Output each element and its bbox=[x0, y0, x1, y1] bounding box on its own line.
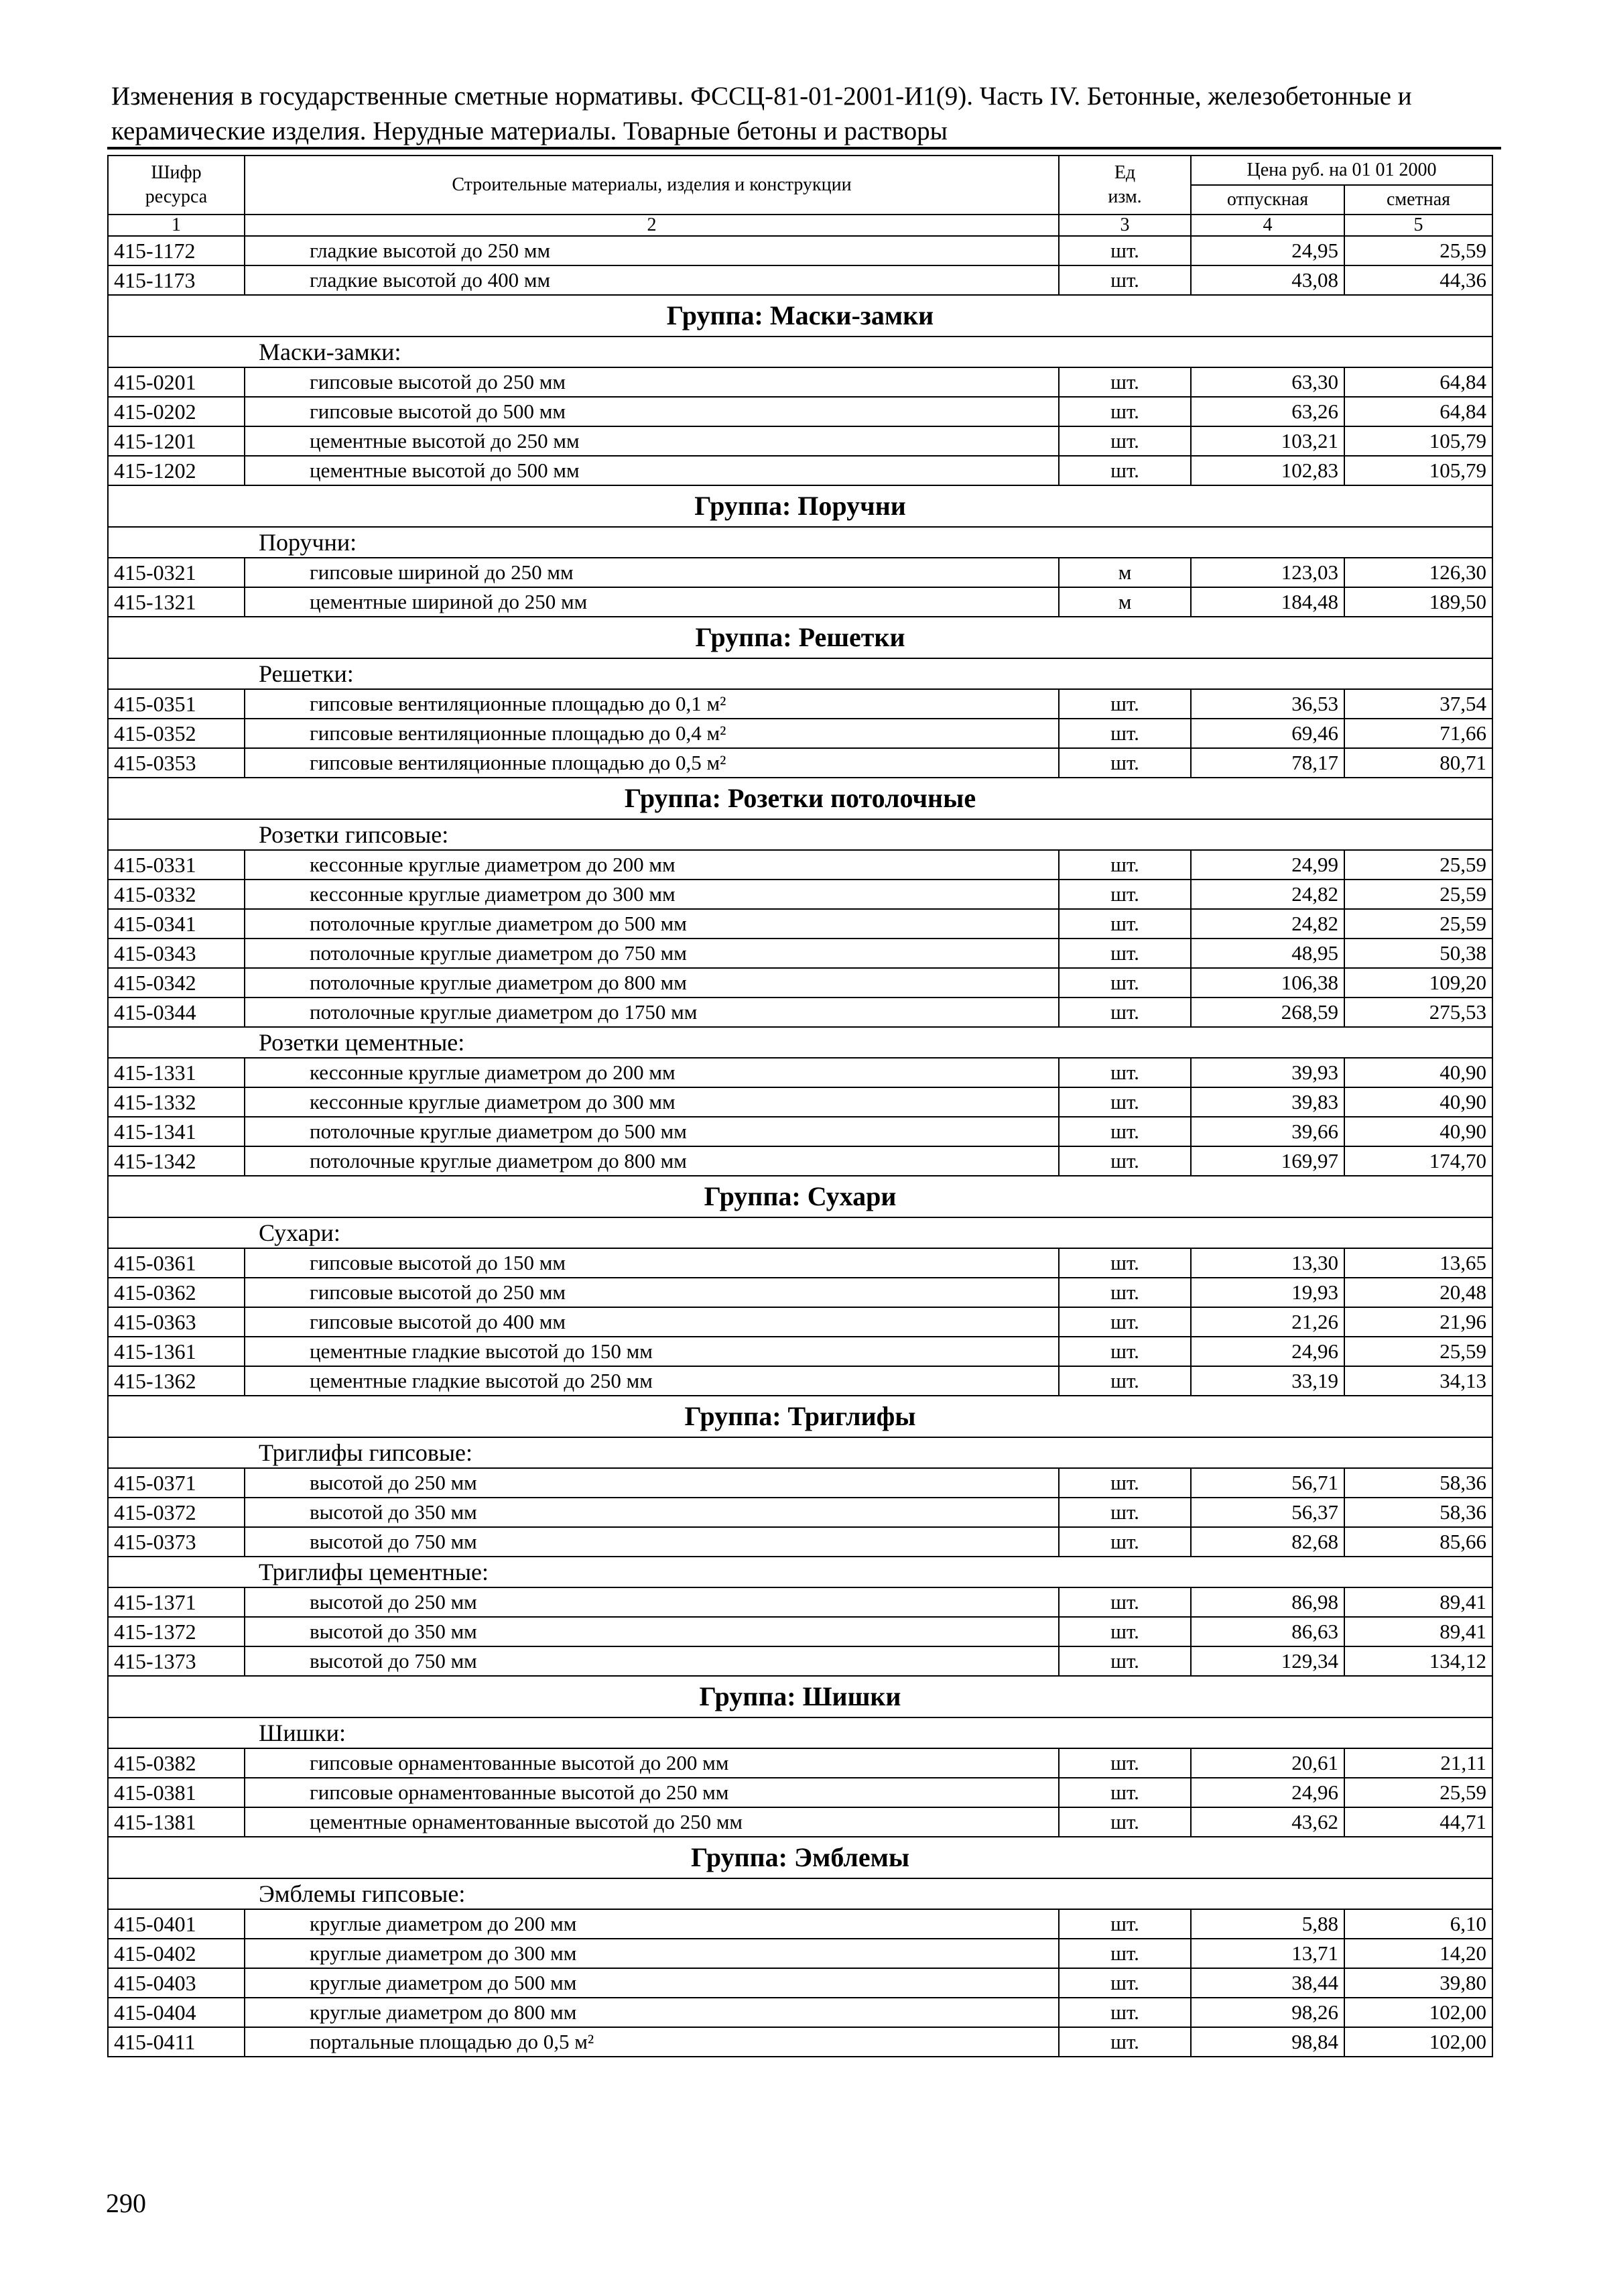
resource-code: 415-0202 bbox=[108, 397, 245, 426]
estimate-price: 39,80 bbox=[1344, 1968, 1492, 1998]
release-price: 169,97 bbox=[1191, 1146, 1344, 1176]
unit-cell: шт. bbox=[1059, 880, 1191, 909]
resource-code: 415-0344 bbox=[108, 998, 245, 1027]
group-title: Группа: Маски-замки bbox=[108, 295, 1492, 337]
unit-cell: шт. bbox=[1059, 1939, 1191, 1968]
table-row bbox=[108, 1587, 1492, 1617]
material-name: кессонные круглые диаметром до 200 мм bbox=[245, 1058, 1059, 1087]
material-name: гипсовые высотой до 400 мм bbox=[245, 1307, 1059, 1337]
material-name: цементные высотой до 500 мм bbox=[245, 456, 1059, 485]
resource-code: 415-1361 bbox=[108, 1337, 245, 1366]
table-row bbox=[108, 265, 1492, 295]
unit-cell: шт. bbox=[1059, 850, 1191, 880]
table-row bbox=[108, 1748, 1492, 1778]
table-row bbox=[108, 1527, 1492, 1557]
table-row bbox=[108, 587, 1492, 617]
material-name: гладкие высотой до 400 мм bbox=[245, 265, 1059, 295]
unit-cell: шт. bbox=[1059, 1748, 1191, 1778]
unit-cell: шт. bbox=[1059, 397, 1191, 426]
group-title: Группа: Розетки потолочные bbox=[108, 778, 1492, 819]
resource-code: 415-0382 bbox=[108, 1748, 245, 1778]
resource-code: 415-0343 bbox=[108, 939, 245, 968]
material-name: высотой до 350 мм bbox=[245, 1617, 1059, 1646]
estimate-price: 134,12 bbox=[1344, 1646, 1492, 1676]
table-row bbox=[108, 1278, 1492, 1307]
material-name: кессонные круглые диаметром до 300 мм bbox=[245, 1087, 1059, 1117]
estimate-price: 21,11 bbox=[1344, 1748, 1492, 1778]
release-price: 24,95 bbox=[1191, 236, 1344, 265]
table-row bbox=[108, 1617, 1492, 1646]
estimate-price: 37,54 bbox=[1344, 689, 1492, 719]
resource-code: 415-0361 bbox=[108, 1248, 245, 1278]
header-line-2: керамические изделия. Нерудные материалы. Товарные бетоны и растворы bbox=[111, 117, 948, 145]
resource-code: 415-1372 bbox=[108, 1617, 245, 1646]
release-price: 36,53 bbox=[1191, 689, 1344, 719]
resource-code: 415-0341 bbox=[108, 909, 245, 939]
unit-cell: шт. bbox=[1059, 367, 1191, 397]
resource-code: 415-1373 bbox=[108, 1646, 245, 1676]
subgroup-row bbox=[108, 1437, 1492, 1468]
header-line-1: Изменения в государственные сметные нормативы. ФССЦ-81-01-2001-И1(9). Часть IV. Бетонные, железобетонные и bbox=[111, 82, 1412, 111]
col-header-name: Строительные материалы, изделия и конструкции bbox=[245, 156, 1059, 215]
group-row bbox=[108, 1676, 1492, 1717]
group-row bbox=[108, 1837, 1492, 1878]
material-name: гипсовые высотой до 500 мм bbox=[245, 397, 1059, 426]
resource-code: 415-0321 bbox=[108, 558, 245, 587]
release-price: 43,08 bbox=[1191, 265, 1344, 295]
material-name: гипсовые шириной до 250 мм bbox=[245, 558, 1059, 587]
material-name: потолочные круглые диаметром до 800 мм bbox=[245, 1146, 1059, 1176]
estimate-price: 89,41 bbox=[1344, 1617, 1492, 1646]
resource-code: 415-1331 bbox=[108, 1058, 245, 1087]
col-header-price: Цена руб. на 01 01 2000 bbox=[1191, 156, 1492, 185]
release-price: 268,59 bbox=[1191, 998, 1344, 1027]
resource-code: 415-0353 bbox=[108, 748, 245, 778]
unit-cell: шт. bbox=[1059, 1498, 1191, 1527]
resource-code: 415-0363 bbox=[108, 1307, 245, 1337]
table-row bbox=[108, 850, 1492, 880]
header-rule bbox=[107, 147, 1501, 149]
material-name: потолочные круглые диаметром до 800 мм bbox=[245, 968, 1059, 998]
group-row bbox=[108, 617, 1492, 658]
subgroup-row bbox=[108, 1027, 1492, 1058]
estimate-price: 25,59 bbox=[1344, 880, 1492, 909]
unit-cell: шт. bbox=[1059, 719, 1191, 748]
release-price: 20,61 bbox=[1191, 1748, 1344, 1778]
estimate-price: 34,13 bbox=[1344, 1366, 1492, 1396]
unit-cell: шт. bbox=[1059, 909, 1191, 939]
table-row bbox=[108, 426, 1492, 456]
table-row bbox=[108, 1366, 1492, 1396]
table-row bbox=[108, 1939, 1492, 1968]
unit-cell: шт. bbox=[1059, 1146, 1191, 1176]
material-name: высотой до 350 мм bbox=[245, 1498, 1059, 1527]
release-price: 39,66 bbox=[1191, 1117, 1344, 1146]
material-name: гипсовые высотой до 250 мм bbox=[245, 1278, 1059, 1307]
subgroup-row bbox=[108, 527, 1492, 558]
estimate-price: 109,20 bbox=[1344, 968, 1492, 998]
col-header-unit: Ед изм. bbox=[1059, 156, 1191, 215]
table-row bbox=[108, 880, 1492, 909]
table-row bbox=[108, 939, 1492, 968]
material-name: высотой до 250 мм bbox=[245, 1587, 1059, 1617]
subgroup-row bbox=[108, 337, 1492, 367]
unit-cell: шт. bbox=[1059, 1807, 1191, 1837]
unit-cell: шт. bbox=[1059, 1058, 1191, 1087]
resource-code: 415-1342 bbox=[108, 1146, 245, 1176]
subgroup-label: Эмблемы гипсовые: bbox=[108, 1878, 1492, 1909]
release-price: 43,62 bbox=[1191, 1807, 1344, 1837]
table-row bbox=[108, 1968, 1492, 1998]
table-row bbox=[108, 1058, 1492, 1087]
subgroup-label: Шишки: bbox=[108, 1717, 1492, 1748]
estimate-price: 40,90 bbox=[1344, 1087, 1492, 1117]
release-price: 98,84 bbox=[1191, 2027, 1344, 2057]
estimate-price: 40,90 bbox=[1344, 1117, 1492, 1146]
release-price: 24,96 bbox=[1191, 1337, 1344, 1366]
material-name: гладкие высотой до 250 мм bbox=[245, 236, 1059, 265]
unit-cell: шт. bbox=[1059, 456, 1191, 485]
table-row bbox=[108, 719, 1492, 748]
estimate-price: 25,59 bbox=[1344, 1337, 1492, 1366]
material-name: гипсовые вентиляционные площадью до 0,1 м² bbox=[245, 689, 1059, 719]
material-name: цементные шириной до 250 мм bbox=[245, 587, 1059, 617]
release-price: 56,37 bbox=[1191, 1498, 1344, 1527]
page-number: 290 bbox=[106, 2188, 146, 2218]
subgroup-row bbox=[108, 1878, 1492, 1909]
table-row bbox=[108, 236, 1492, 265]
release-price: 24,82 bbox=[1191, 909, 1344, 939]
estimate-price: 25,59 bbox=[1344, 1778, 1492, 1807]
resource-code: 415-1201 bbox=[108, 426, 245, 456]
unit-cell: шт. bbox=[1059, 939, 1191, 968]
resource-code: 415-1341 bbox=[108, 1117, 245, 1146]
estimate-price: 174,70 bbox=[1344, 1146, 1492, 1176]
unit-cell: шт. bbox=[1059, 1778, 1191, 1807]
col-header-code: Шифр ресурса bbox=[108, 156, 245, 215]
subgroup-label: Розетки гипсовые: bbox=[108, 819, 1492, 850]
unit-cell: шт. bbox=[1059, 1909, 1191, 1939]
group-title: Группа: Эмблемы bbox=[108, 1837, 1492, 1878]
unit-cell: шт. bbox=[1059, 265, 1191, 295]
release-price: 39,93 bbox=[1191, 1058, 1344, 1087]
release-price: 63,26 bbox=[1191, 397, 1344, 426]
table-row bbox=[108, 1498, 1492, 1527]
resource-code: 415-0373 bbox=[108, 1527, 245, 1557]
material-name: кессонные круглые диаметром до 300 мм bbox=[245, 880, 1059, 909]
resource-code: 415-0201 bbox=[108, 367, 245, 397]
resource-code: 415-0351 bbox=[108, 689, 245, 719]
material-name: цементные гладкие высотой до 250 мм bbox=[245, 1366, 1059, 1396]
resource-code: 415-1371 bbox=[108, 1587, 245, 1617]
subgroup-row bbox=[108, 1217, 1492, 1248]
table-row bbox=[108, 1117, 1492, 1146]
unit-cell: шт. bbox=[1059, 1087, 1191, 1117]
resource-code: 415-1321 bbox=[108, 587, 245, 617]
group-title: Группа: Триглифы bbox=[108, 1396, 1492, 1437]
estimate-price: 44,36 bbox=[1344, 265, 1492, 295]
resource-code: 415-1202 bbox=[108, 456, 245, 485]
material-name: гипсовые орнаментованные высотой до 250 мм bbox=[245, 1778, 1059, 1807]
estimate-price: 21,96 bbox=[1344, 1307, 1492, 1337]
resource-code: 415-1381 bbox=[108, 1807, 245, 1837]
release-price: 78,17 bbox=[1191, 748, 1344, 778]
material-name: высотой до 750 мм bbox=[245, 1646, 1059, 1676]
estimate-price: 189,50 bbox=[1344, 587, 1492, 617]
material-name: гипсовые высотой до 250 мм bbox=[245, 367, 1059, 397]
estimate-price: 85,66 bbox=[1344, 1527, 1492, 1557]
resource-code: 415-0332 bbox=[108, 880, 245, 909]
release-price: 5,88 bbox=[1191, 1909, 1344, 1939]
unit-cell: шт. bbox=[1059, 426, 1191, 456]
release-price: 123,03 bbox=[1191, 558, 1344, 587]
release-price: 63,30 bbox=[1191, 367, 1344, 397]
unit-cell: шт. bbox=[1059, 1968, 1191, 1998]
unit-cell: шт. bbox=[1059, 2027, 1191, 2057]
estimate-price: 25,59 bbox=[1344, 909, 1492, 939]
unit-cell: шт. bbox=[1059, 1278, 1191, 1307]
subgroup-row bbox=[108, 658, 1492, 689]
estimate-price: 50,38 bbox=[1344, 939, 1492, 968]
release-price: 103,21 bbox=[1191, 426, 1344, 456]
table-head bbox=[108, 156, 1492, 236]
release-price: 13,71 bbox=[1191, 1939, 1344, 1968]
subgroup-row bbox=[108, 819, 1492, 850]
estimate-price: 25,59 bbox=[1344, 850, 1492, 880]
subgroup-label: Маски-замки: bbox=[108, 337, 1492, 367]
subgroup-label: Розетки цементные: bbox=[108, 1027, 1492, 1058]
resource-code: 415-0403 bbox=[108, 1968, 245, 1998]
release-price: 69,46 bbox=[1191, 719, 1344, 748]
unit-cell: шт. bbox=[1059, 1248, 1191, 1278]
unit-cell: шт. bbox=[1059, 1307, 1191, 1337]
unit-cell: м bbox=[1059, 558, 1191, 587]
release-price: 24,99 bbox=[1191, 850, 1344, 880]
release-price: 86,63 bbox=[1191, 1617, 1344, 1646]
unit-cell: шт. bbox=[1059, 748, 1191, 778]
unit-cell: м bbox=[1059, 587, 1191, 617]
release-price: 33,19 bbox=[1191, 1366, 1344, 1396]
group-row bbox=[108, 1396, 1492, 1437]
release-price: 21,26 bbox=[1191, 1307, 1344, 1337]
unit-cell: шт. bbox=[1059, 1366, 1191, 1396]
release-price: 48,95 bbox=[1191, 939, 1344, 968]
unit-cell: шт. bbox=[1059, 968, 1191, 998]
resource-code: 415-1173 bbox=[108, 265, 245, 295]
resource-code: 415-0381 bbox=[108, 1778, 245, 1807]
group-row bbox=[108, 485, 1492, 527]
release-price: 86,98 bbox=[1191, 1587, 1344, 1617]
col-number: 2 bbox=[245, 215, 1059, 236]
material-name: гипсовые вентиляционные площадью до 0,4 м² bbox=[245, 719, 1059, 748]
group-row bbox=[108, 1176, 1492, 1217]
material-name: цементные высотой до 250 мм bbox=[245, 426, 1059, 456]
unit-cell: шт. bbox=[1059, 689, 1191, 719]
table-row bbox=[108, 1778, 1492, 1807]
price-table bbox=[107, 155, 1493, 2057]
release-price: 98,26 bbox=[1191, 1998, 1344, 2027]
subgroup-row bbox=[108, 1717, 1492, 1748]
table-row bbox=[108, 1146, 1492, 1176]
estimate-price: 20,48 bbox=[1344, 1278, 1492, 1307]
table-row bbox=[108, 558, 1492, 587]
resource-code: 415-0352 bbox=[108, 719, 245, 748]
unit-cell: шт. bbox=[1059, 236, 1191, 265]
col-header-estimate: сметная bbox=[1344, 185, 1492, 215]
table-row bbox=[108, 1909, 1492, 1939]
subgroup-label: Сухари: bbox=[108, 1217, 1492, 1248]
material-name: высотой до 750 мм bbox=[245, 1527, 1059, 1557]
estimate-price: 58,36 bbox=[1344, 1498, 1492, 1527]
subgroup-label: Решетки: bbox=[108, 658, 1492, 689]
group-title: Группа: Поручни bbox=[108, 485, 1492, 527]
material-name: высотой до 250 мм bbox=[245, 1468, 1059, 1498]
resource-code: 415-0362 bbox=[108, 1278, 245, 1307]
material-name: потолочные круглые диаметром до 1750 мм bbox=[245, 998, 1059, 1027]
table-row bbox=[108, 2027, 1492, 2057]
table-row bbox=[108, 456, 1492, 485]
table-row bbox=[108, 998, 1492, 1027]
resource-code: 415-0371 bbox=[108, 1468, 245, 1498]
table-body bbox=[108, 236, 1492, 2057]
unit-cell: шт. bbox=[1059, 1527, 1191, 1557]
estimate-price: 105,79 bbox=[1344, 426, 1492, 456]
table-row bbox=[108, 748, 1492, 778]
estimate-price: 64,84 bbox=[1344, 367, 1492, 397]
estimate-price: 71,66 bbox=[1344, 719, 1492, 748]
estimate-price: 6,10 bbox=[1344, 1909, 1492, 1939]
table-row bbox=[108, 968, 1492, 998]
estimate-price: 80,71 bbox=[1344, 748, 1492, 778]
estimate-price: 14,20 bbox=[1344, 1939, 1492, 1968]
unit-cell: шт. bbox=[1059, 1617, 1191, 1646]
release-price: 106,38 bbox=[1191, 968, 1344, 998]
release-price: 129,34 bbox=[1191, 1646, 1344, 1676]
document-header bbox=[111, 79, 1492, 149]
estimate-price: 126,30 bbox=[1344, 558, 1492, 587]
table-row bbox=[108, 1807, 1492, 1837]
resource-code: 415-0404 bbox=[108, 1998, 245, 2027]
unit-cell: шт. bbox=[1059, 1337, 1191, 1366]
estimate-price: 89,41 bbox=[1344, 1587, 1492, 1617]
col-header-release: отпускная bbox=[1191, 185, 1344, 215]
release-price: 82,68 bbox=[1191, 1527, 1344, 1557]
resource-code: 415-1172 bbox=[108, 236, 245, 265]
table-row bbox=[108, 909, 1492, 939]
table-row bbox=[108, 1337, 1492, 1366]
resource-code: 415-0401 bbox=[108, 1909, 245, 1939]
estimate-price: 58,36 bbox=[1344, 1468, 1492, 1498]
release-price: 24,82 bbox=[1191, 880, 1344, 909]
material-name: потолочные круглые диаметром до 500 мм bbox=[245, 909, 1059, 939]
release-price: 19,93 bbox=[1191, 1278, 1344, 1307]
resource-code: 415-0331 bbox=[108, 850, 245, 880]
subgroup-label: Поручни: bbox=[108, 527, 1492, 558]
table-row bbox=[108, 689, 1492, 719]
unit-cell: шт. bbox=[1059, 1587, 1191, 1617]
material-name: портальные площадью до 0,5 м² bbox=[245, 2027, 1059, 2057]
table-row bbox=[108, 1998, 1492, 2027]
estimate-price: 105,79 bbox=[1344, 456, 1492, 485]
table-row bbox=[108, 1307, 1492, 1337]
resource-code: 415-0372 bbox=[108, 1498, 245, 1527]
estimate-price: 25,59 bbox=[1344, 236, 1492, 265]
release-price: 24,96 bbox=[1191, 1778, 1344, 1807]
unit-cell: шт. bbox=[1059, 1998, 1191, 2027]
material-name: круглые диаметром до 300 мм bbox=[245, 1939, 1059, 1968]
group-title: Группа: Решетки bbox=[108, 617, 1492, 658]
release-price: 13,30 bbox=[1191, 1248, 1344, 1278]
material-name: гипсовые орнаментованные высотой до 200 мм bbox=[245, 1748, 1059, 1778]
release-price: 184,48 bbox=[1191, 587, 1344, 617]
resource-code: 415-1332 bbox=[108, 1087, 245, 1117]
estimate-price: 102,00 bbox=[1344, 1998, 1492, 2027]
release-price: 102,83 bbox=[1191, 456, 1344, 485]
group-title: Группа: Сухари bbox=[108, 1176, 1492, 1217]
table-row bbox=[108, 1087, 1492, 1117]
resource-code: 415-1362 bbox=[108, 1366, 245, 1396]
group-title: Группа: Шишки bbox=[108, 1676, 1492, 1717]
unit-cell: шт. bbox=[1059, 1646, 1191, 1676]
material-name: круглые диаметром до 200 мм bbox=[245, 1909, 1059, 1939]
subgroup-label: Триглифы цементные: bbox=[108, 1557, 1492, 1587]
subgroup-label: Триглифы гипсовые: bbox=[108, 1437, 1492, 1468]
table-row bbox=[108, 1248, 1492, 1278]
material-name: кессонные круглые диаметром до 200 мм bbox=[245, 850, 1059, 880]
material-name: гипсовые вентиляционные площадью до 0,5 м² bbox=[245, 748, 1059, 778]
unit-cell: шт. bbox=[1059, 998, 1191, 1027]
group-row bbox=[108, 295, 1492, 337]
col-number: 3 bbox=[1059, 215, 1191, 236]
table-row bbox=[108, 397, 1492, 426]
subgroup-row bbox=[108, 1557, 1492, 1587]
unit-cell: шт. bbox=[1059, 1468, 1191, 1498]
col-number: 5 bbox=[1344, 215, 1492, 236]
material-name: цементные гладкие высотой до 150 мм bbox=[245, 1337, 1059, 1366]
estimate-price: 64,84 bbox=[1344, 397, 1492, 426]
col-number: 1 bbox=[108, 215, 245, 236]
estimate-price: 102,00 bbox=[1344, 2027, 1492, 2057]
release-price: 38,44 bbox=[1191, 1968, 1344, 1998]
col-number: 4 bbox=[1191, 215, 1344, 236]
group-row bbox=[108, 778, 1492, 819]
resource-code: 415-0411 bbox=[108, 2027, 245, 2057]
estimate-price: 44,71 bbox=[1344, 1807, 1492, 1837]
material-name: круглые диаметром до 500 мм bbox=[245, 1968, 1059, 1998]
table-row bbox=[108, 1468, 1492, 1498]
resource-code: 415-0402 bbox=[108, 1939, 245, 1968]
estimate-price: 13,65 bbox=[1344, 1248, 1492, 1278]
unit-cell: шт. bbox=[1059, 1117, 1191, 1146]
estimate-price: 275,53 bbox=[1344, 998, 1492, 1027]
table-row bbox=[108, 367, 1492, 397]
release-price: 39,83 bbox=[1191, 1087, 1344, 1117]
material-name: потолочные круглые диаметром до 750 мм bbox=[245, 939, 1059, 968]
material-name: цементные орнаментованные высотой до 250 мм bbox=[245, 1807, 1059, 1837]
release-price: 56,71 bbox=[1191, 1468, 1344, 1498]
material-name: потолочные круглые диаметром до 500 мм bbox=[245, 1117, 1059, 1146]
estimate-price: 40,90 bbox=[1344, 1058, 1492, 1087]
table-row bbox=[108, 1646, 1492, 1676]
material-name: круглые диаметром до 800 мм bbox=[245, 1998, 1059, 2027]
material-name: гипсовые высотой до 150 мм bbox=[245, 1248, 1059, 1278]
resource-code: 415-0342 bbox=[108, 968, 245, 998]
